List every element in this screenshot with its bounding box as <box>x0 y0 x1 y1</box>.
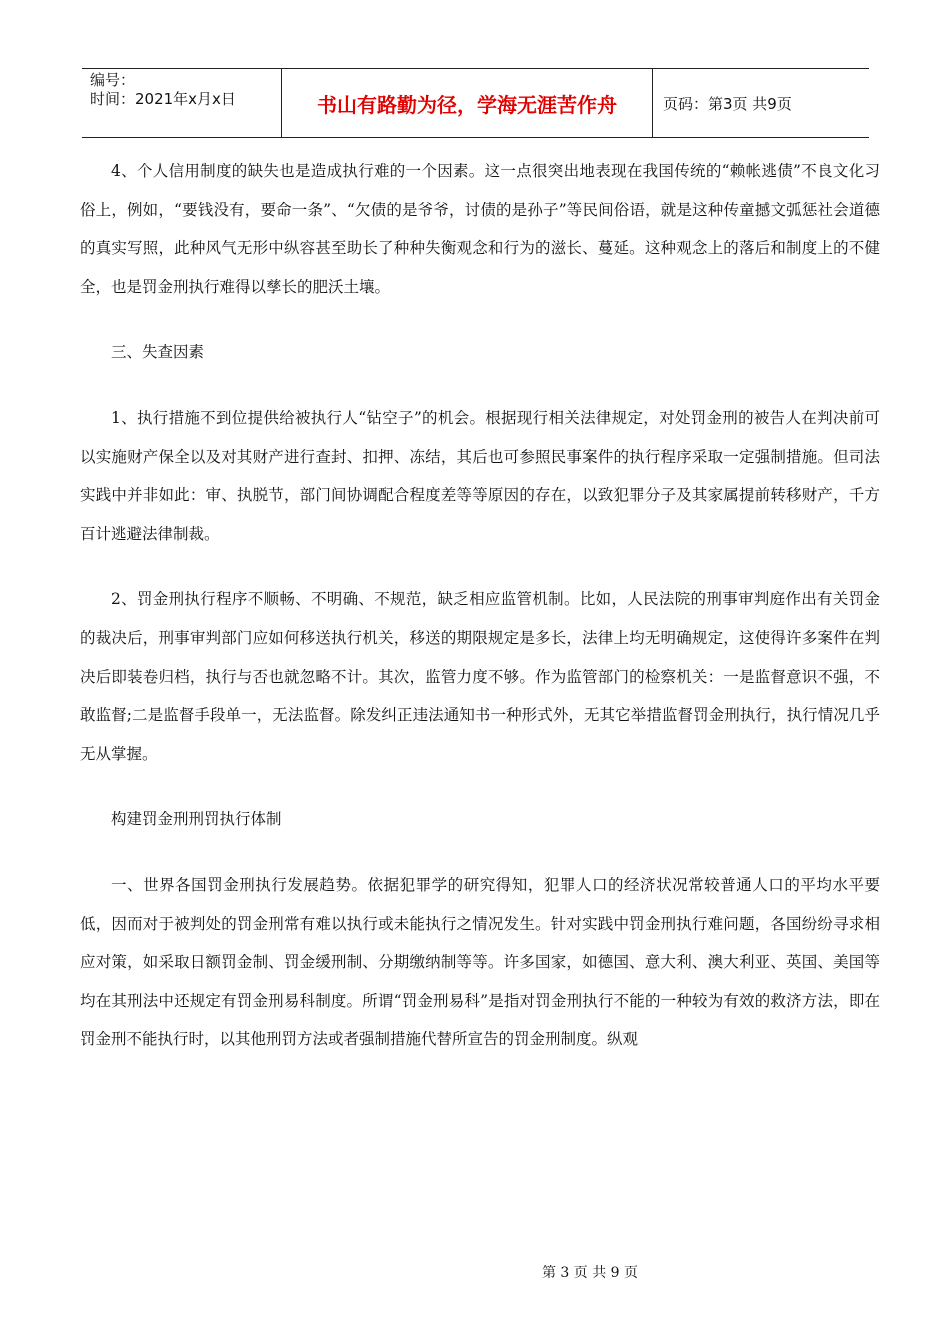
page-footer <box>0 1262 950 1282</box>
section-heading-system: 构建罚金刑刑罚执行体制 <box>111 810 282 829</box>
document-date: 时间：2021年x月x日 <box>90 90 236 108</box>
paragraph-world-trends: 一、世界各国罚金刑执行发展趋势。依据犯罪学的研究得知，犯罪人口的经济状况常较普通人口的平均水平要低，因而对于被判处的罚金刑常有难以执行或未能执行之情况发生。针对实践中罚金刑执行难问题，各国纷纷寻求相应对策，如采取日额罚金制、罚金缓刑制、分期缴纳制等等。许多国家，如德国、意大利、澳大利亚、英国、美国等均在其刑法中还规定有罚金刑易科制度。所谓“罚金刑易科”是指对罚金刑执行不能的一种较为有效的救济方法，即在罚金刑不能执行时，以其他刑罚方法或者强制措施代替所宣告的罚金刑制度。纵观 <box>80 875 880 1049</box>
section-heading-inspection: 三、失查因素 <box>111 343 205 362</box>
paragraph-enforcement-procedure: 2、罚金刑执行程序不顺畅、不明确、不规范，缺乏相应监管机制。比如，人民法院的刑事审判庭作出有关罚金的裁决后，刑事审判部门应如何移送执行机关，移送的期限规定是多长，法律上均无明确规定，这使得许多案件在判决后即装卷归档，执行与否也就忽略不计。其次，监管力度不够。作为监管部门的检察机关：一是监督意识不强，不敢监督;二是监督手段单一，无法监督。除发纠正违法通知书一种形式外，无其它举措监督罚金刑执行，执行情况几乎无从掌握。 <box>80 590 880 763</box>
paragraph-enforcement-measures: 1、执行措施不到位提供给被执行人“钻空子”的机会。根据现行相关法律规定，对处罚金刑的被告人在判决前可以实施财产保全以及对其财产进行查封、扣押、冻结，其后也可参照民事案件的执行程序采取一定强制措施。但司法实践中并非如此：审、执脱节，部门间协调配合程度差等等原因的存在，以致犯罪分子及其家属提前转移财产，千方百计逃避法律制裁。 <box>80 408 880 543</box>
header-motto: 书山有路勤为径，学海无涯苦作舟 <box>282 69 653 137</box>
document-body <box>80 152 880 1086</box>
header-info-cell <box>82 69 282 137</box>
footer-page-number: 第 3 页 共 9 页 <box>541 1265 639 1281</box>
document-number-label: 编号： <box>90 71 136 89</box>
header-table <box>82 68 869 138</box>
header-page-number: 页码：第3页 共9页 <box>663 94 792 113</box>
paragraph-credit-system: 4、个人信用制度的缺失也是造成执行难的一个因素。这一点很突出地表现在我国传统的“赖帐逃债”不良文化习俗上，例如，“要钱没有，要命一条”、“欠债的是爷爷，讨债的是孙子”等民间俗语，就是这种传童撼文弧惩社会道德的真实写照，此种风气无形中纵容甚至助长了种种失衡观念和行为的滋长、蔓延。这种观念上的落后和制度上的不健全，也是罚金刑执行难得以孳长的肥沃土壤。 <box>80 162 880 296</box>
